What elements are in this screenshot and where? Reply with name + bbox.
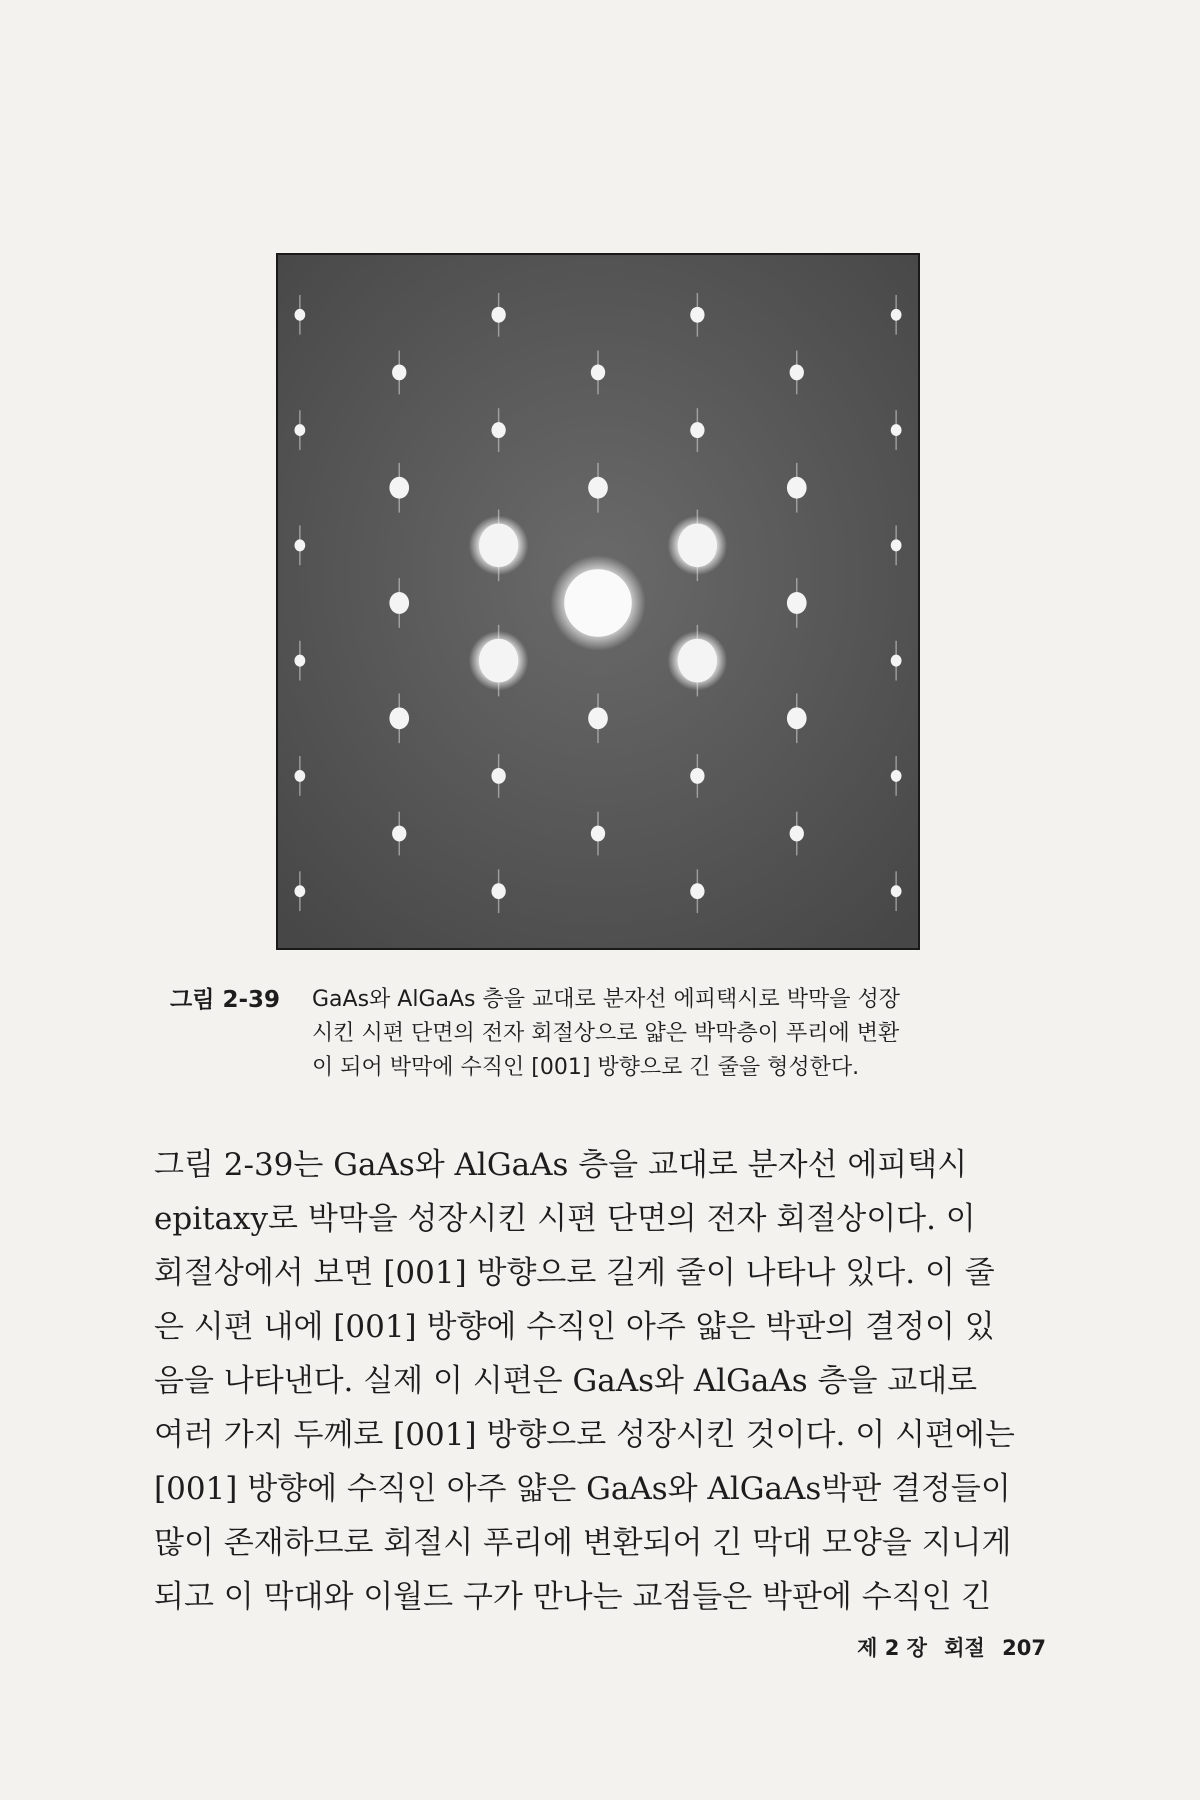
diffraction-spot xyxy=(891,655,902,667)
diffraction-spot xyxy=(891,539,902,551)
central-beam-spot xyxy=(564,569,632,637)
diffraction-spot xyxy=(891,309,902,321)
diffraction-spot xyxy=(294,539,305,551)
diffraction-spot xyxy=(294,770,305,782)
diffraction-spot xyxy=(294,424,305,436)
diffraction-spot xyxy=(690,422,704,438)
diffraction-pattern-image xyxy=(278,255,918,948)
diffraction-spot xyxy=(787,707,807,729)
diffraction-spot xyxy=(591,826,605,842)
diffraction-spot xyxy=(891,770,902,782)
caption-text xyxy=(312,983,1092,1085)
caption-line: GaAs와 AlGaAs 층을 교대로 분자선 에피택시로 박막을 성장 xyxy=(312,987,900,1012)
body-line: 그림 2-39는 GaAs와 AlGaAs 층을 교대로 분자선 에피택시 xyxy=(154,1147,968,1183)
diffraction-spot xyxy=(294,655,305,667)
diffraction-spot xyxy=(491,768,505,784)
diffraction-spot xyxy=(591,364,605,380)
diffraction-spot xyxy=(389,707,409,729)
diffraction-spot xyxy=(479,523,518,567)
diffraction-spot xyxy=(588,707,608,729)
diffraction-spot xyxy=(790,364,804,380)
body-paragraph xyxy=(154,1138,1054,1624)
caption-label: 그림 2-39 xyxy=(170,987,280,1013)
caption-line: 시킨 시편 단면의 전자 회절상으로 얇은 박막층이 푸리에 변환 xyxy=(312,1021,900,1046)
body-line: 되고 이 막대와 이월드 구가 만나는 교점들은 박판에 수직인 긴 xyxy=(154,1579,992,1615)
diffraction-spot xyxy=(891,424,902,436)
diffraction-spot xyxy=(790,826,804,842)
caption-line: 이 되어 박막에 수직인 [001] 방향으로 긴 줄을 형성한다. xyxy=(312,1055,860,1080)
diffraction-spot xyxy=(389,592,409,614)
diffraction-spot xyxy=(787,592,807,614)
body-line: [001] 방향에 수직인 아주 얇은 GaAs와 AlGaAs박판 결정들이 xyxy=(154,1471,1011,1507)
diffraction-spot xyxy=(891,885,902,897)
diffraction-spot xyxy=(392,826,406,842)
page-footer xyxy=(847,1632,1046,1662)
diffraction-spot xyxy=(479,639,518,683)
diffraction-spot xyxy=(491,422,505,438)
body-line: 음을 나타낸다. 실제 이 시편은 GaAs와 AlGaAs 층을 교대로 xyxy=(154,1363,978,1399)
diffraction-spot xyxy=(294,309,305,321)
diffraction-spot xyxy=(678,523,717,567)
body-line: 많이 존재하므로 회절시 푸리에 변환되어 긴 막대 모양을 지니게 xyxy=(154,1525,1012,1561)
body-line: 은 시편 내에 [001] 방향에 수직인 아주 얇은 박판의 결정이 있 xyxy=(154,1309,995,1345)
diffraction-pattern-figure xyxy=(276,253,920,950)
diffraction-spot xyxy=(690,883,704,899)
diffraction-spot xyxy=(491,307,505,323)
diffraction-spot xyxy=(392,364,406,380)
body-line: epitaxy로 박막을 성장시킨 시편 단면의 전자 회절상이다. 이 xyxy=(154,1201,976,1237)
page-number: 207 xyxy=(1002,1636,1046,1660)
diffraction-spot xyxy=(389,477,409,499)
diffraction-spot xyxy=(588,477,608,499)
diffraction-spot xyxy=(678,639,717,683)
diffraction-spot xyxy=(690,768,704,784)
diffraction-spot xyxy=(491,883,505,899)
body-line: 회절상에서 보면 [001] 방향으로 길게 줄이 나타나 있다. 이 줄 xyxy=(154,1255,995,1291)
footer-chapter-title: 회절 xyxy=(944,1636,985,1660)
diffraction-spot xyxy=(294,885,305,897)
diffraction-spot xyxy=(787,477,807,499)
diffraction-spot xyxy=(690,307,704,323)
footer-chapter: 제 2 장 xyxy=(857,1636,927,1660)
body-line: 여러 가지 두께로 [001] 방향으로 성장시킨 것이다. 이 시편에는 xyxy=(154,1417,1015,1453)
